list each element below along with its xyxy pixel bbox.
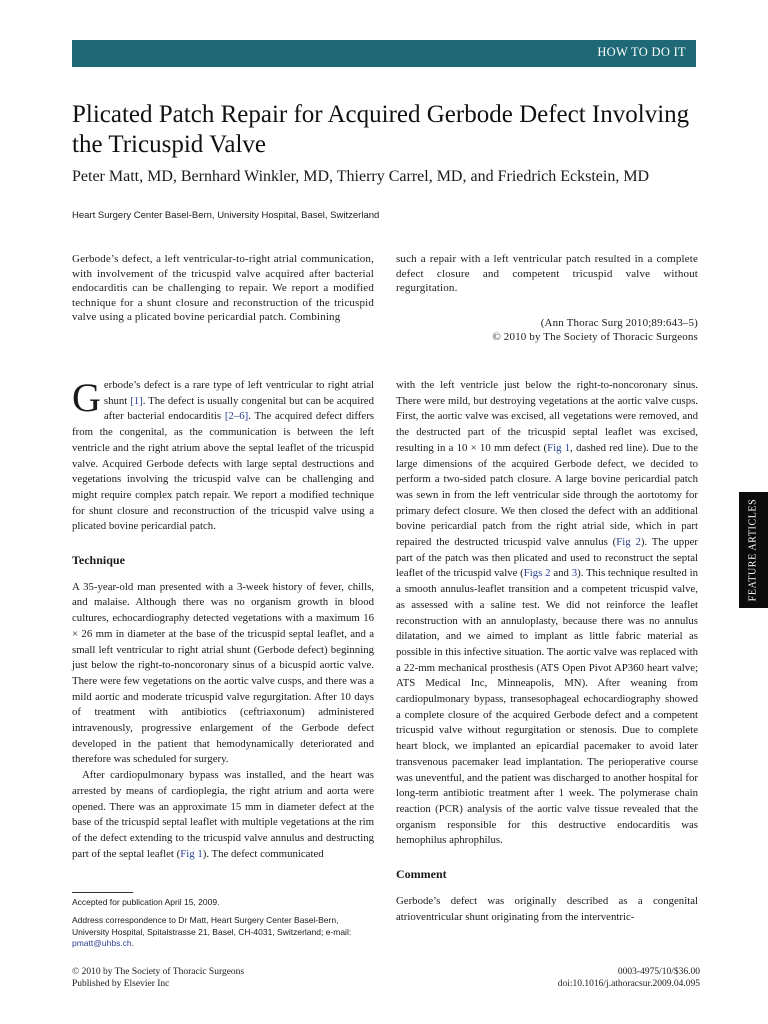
- footer-doi: doi:10.1016/j.athoracsur.2009.04.095: [557, 979, 700, 989]
- abstract-copyright: © 2010 by The Society of Thoracic Surgeons: [492, 331, 698, 344]
- side-tab-label: FEATURE ARTICLES: [747, 498, 759, 602]
- figure-link[interactable]: Figs 2: [523, 567, 551, 580]
- technique-heading: Technique: [72, 553, 125, 568]
- article-title: Plicated Patch Repair for Acquired Gerbode Defect Involving the Tricuspid Valve: [72, 101, 690, 158]
- feature-articles-tab: [739, 492, 768, 608]
- footer-copyright: © 2010 by The Society of Thoracic Surgeons: [72, 967, 245, 977]
- figure-link[interactable]: 3: [571, 567, 578, 580]
- comment-heading: Comment: [396, 867, 447, 882]
- figure-link[interactable]: Fig 1: [547, 441, 571, 454]
- affiliation: Heart Surgery Center Basel-Bern, University Hospital, Basel, Switzerland: [72, 210, 380, 221]
- section-label: HOW TO DO IT: [597, 45, 686, 59]
- technique-paragraph: After cardiopulmonary bypass was installed, and the heart was arrested by means of cardioplegia, the right atrium and aorta were opened. There was an approximate 15 mm in diameter defect at the base of the tricuspid septal leaflet with multiple vegetations at the rim of the defect extending to the tricuspid valve annulus and destructing part of the septal leaflet (Fig 1). The defect communicated: [72, 769, 374, 860]
- abstract-left: Gerbode’s defect, a left ventricular-to-right atrial communication, with involvement of the tricuspid valve acquired after bacterial endocarditis can be challenging to repair. We report a modified technique for a shunt closure and reconstruction of the tricuspid valve using a plicated bovine pericardial patch. Combining: [72, 253, 374, 324]
- footer-issn: 0003-4975/10/$36.00: [617, 967, 700, 977]
- footnote-divider: [72, 892, 133, 893]
- figure-link[interactable]: Fig 1: [180, 847, 203, 860]
- figure-link[interactable]: Fig 2: [616, 536, 641, 549]
- ref-link[interactable]: [1]: [130, 394, 143, 407]
- footer-right: [558, 966, 700, 990]
- ref-link[interactable]: [2–6]: [224, 410, 249, 423]
- journal-citation: (Ann Thorac Surg 2010;89:643–5): [540, 316, 698, 329]
- footer-left: [72, 966, 244, 990]
- accepted-date: Accepted for publication April 15, 2009.: [72, 897, 220, 907]
- footer-publisher: Published by Elsevier Inc: [72, 979, 170, 989]
- email-link[interactable]: pmatt@uhbs.ch: [72, 938, 132, 949]
- section-banner: [72, 40, 696, 67]
- body-column-left: [72, 375, 374, 862]
- abstract-continuation: such a repair with a left ventricular patch resulted in a complete defect closure and competent tricuspid valve without regurgitation.: [396, 253, 698, 295]
- drop-cap: G: [72, 375, 101, 420]
- correspondence-address: Address correspondence to Dr Matt, Heart Surgery Center Basel-Bern, University Hospital, Spitalstrasse 21, Basel, CH-4031, Switzerland; e-mail: pmatt@uhbs.ch.: [72, 914, 352, 949]
- abstract-right: [396, 252, 698, 345]
- footnotes: [72, 897, 374, 950]
- author-list: Peter Matt, MD, Bernhard Winkler, MD, Thierry Carrel, MD, and Friedrich Eckstein, MD: [72, 168, 650, 185]
- technique-paragraph: A 35-year-old man presented with a 3-week history of fever, chills, and malaise. Although there was no organism growth in blood cultures, echocardiography detected vegetations with a maximum 16 × 26 mm in diameter at the base of the tricuspid septal leaflet, and a small left ventricular to right atrial shunt (Gerbode defect) beginning just below the right-to-noncoronary sinus of a bicuspid aortic valve. There were few vegetations on the aortic valve cusps, and there was a mild aortic and moderate tricuspid valve regurgitation. After 10 days of treatment with antibiotics (ceftriaxonum) administered intravenously, progressive enlargement of the Gerbode defect developed in the patient that hemodynamically deteriorated and therefore was scheduled for surgery.: [72, 580, 374, 766]
- technique-paragraph: with the left ventricle just below the right-to-noncoronary sinus. There were mild, but destroying vegetations at the aortic valve cusps. First, the aortic valve was excised, all vegetations were removed, and the destructed part of the tricuspid septal leaflet was excised, resulting in a 10 × 10 mm defect (Fig 1, dashed red line). Due to the large dimensions of the acquired Gerbode defect, we decided to perform a two-sided patch closure. A large bovine pericardial patch was sewn in from the left ventricular side through the aortotomy for primary defect closure. We then closed the defect with an additional bovine pericardial patch from the right atrial side, which in part repaired the destructed tricuspid valve annulus (Fig 2). The upper part of the patch was then plicated and used to reconstruct the septal leaflet of the tricuspid valve (Figs 2 and 3). This technique resulted in a smooth annulus-leaflet transition and a competent tricuspid valve, as assessed with a saline test. We did not reinforce the leaflet reconstruction with an annuloplasty, because there was no annulus dilatation, and we aimed to implant as little fabric material as possible in this infective situation. The aortic valve was replaced with a 22-mm mechanical prosthesis (ATS Open Pivot AP360 heart valve; ATS Medical Inc, Minneapolis, MN). After weaning from cardiopulmonary bypass, transesophageal echocardiography showed a complete closure of the acquired Gerbode defect and a competent tricuspid valve without regurgitation or stenosis. Due to complete heart block, we implanted an epicardial pacemaker to avoid later transvenous pacemaker lead implantation. The perioperative course was uneventful, and the patient was discharged to another hospital for long-term antibiotic treatment after 1 week. The polymerase chain reaction (PCR) analysis of the aortic valve tissue revealed that the organism responsible for this destructive endocarditis was hemophilus aphrophilus.: [396, 379, 699, 847]
- body-column-right: [396, 378, 698, 925]
- comment-paragraph: Gerbode’s defect was originally described as a congenital atrioventricular shunt originating from the interventric-: [396, 894, 698, 923]
- intro-paragraph: Gerbode’s defect is a rare type of left ventricular to right atrial shunt [1]. The defect is usually congenital but can be acquired after bacterial endocarditis [2–6]. The acquired defect differs from the congenital, as the communication is between the left ventricle and the right atrium above the septal leaflet of the tricuspid valve. Acquired Gerbode defects with large septal destructions and vegetations involving the tricuspid valve can be challenging and might require complex patch repair. We report a modified technique for shunt closure and reconstruction of the tricuspid valve using a plicated bovine pericardial patch.: [72, 375, 374, 533]
